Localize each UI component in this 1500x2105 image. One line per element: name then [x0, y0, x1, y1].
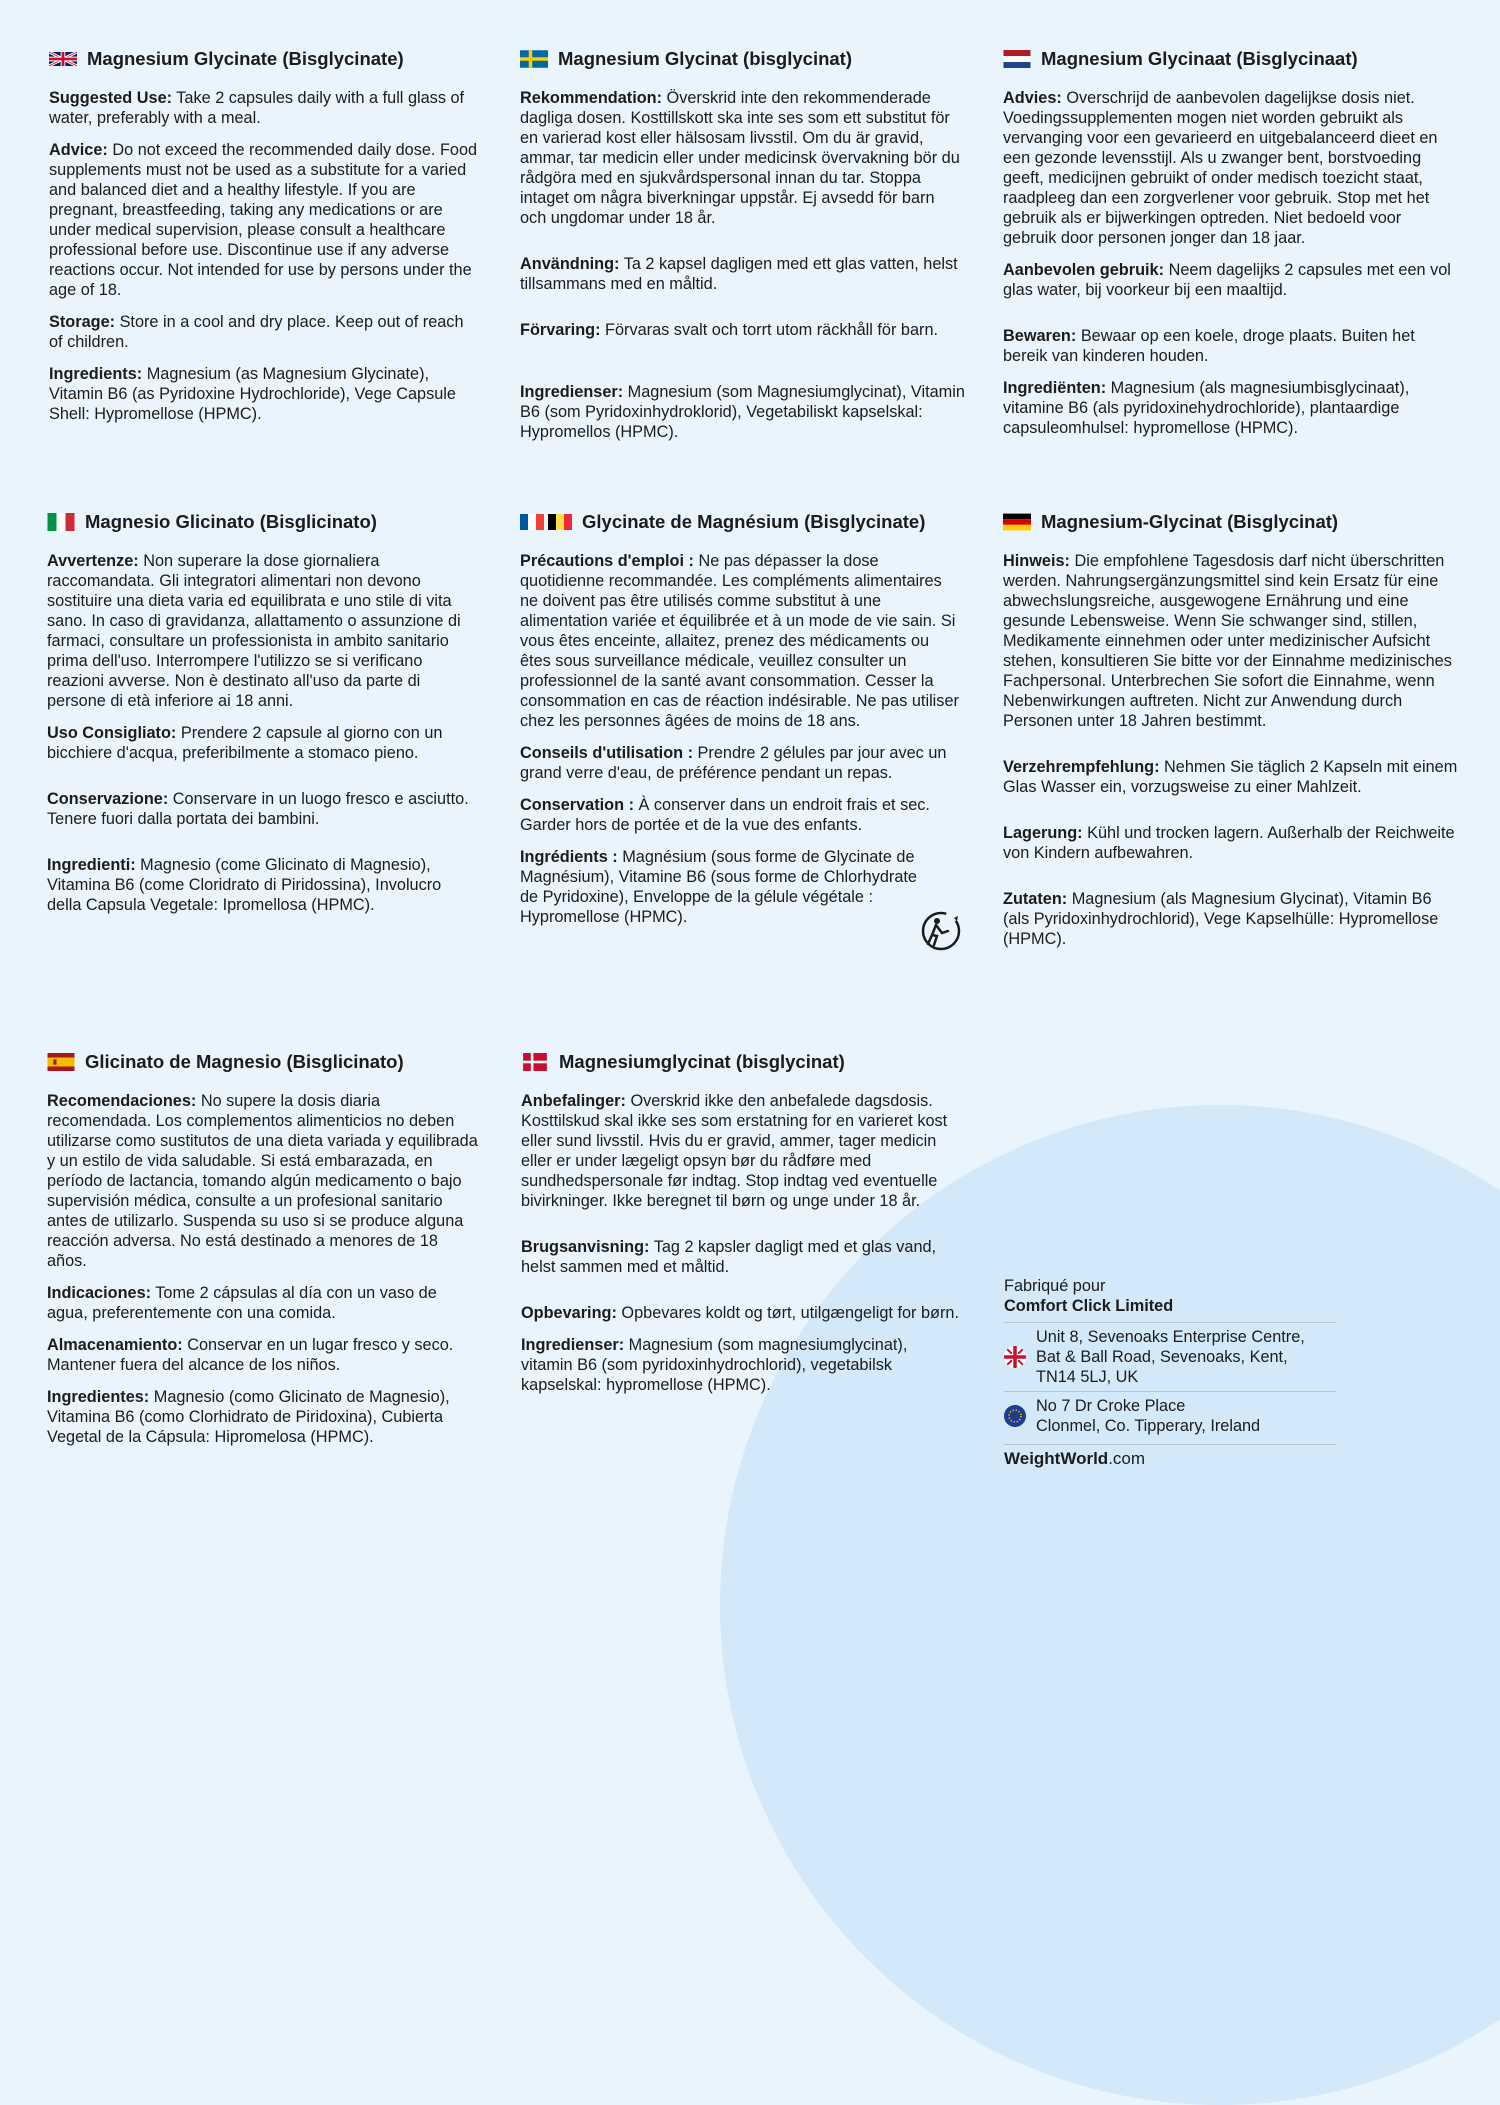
storage: Bewaren: Bewaar op een koele, droge plaats. Buiten het bereik van kinderen houden.: [1003, 327, 1415, 365]
usage: Användning: Ta 2 kapsel dagligen med ett glas vatten, helst tillsammans med en måltid.: [520, 255, 958, 293]
storage: Förvaring: Förvaras svalt och torrt utom räckhåll för barn.: [520, 321, 939, 339]
belgium-flag-icon: [548, 513, 572, 531]
usage-advice: Conseils d'utilisation : Prendre 2 gélules par jour avec un grand verre d'eau, de préférence pendant un repas.: [520, 744, 947, 782]
section-english: [49, 48, 479, 436]
ingredients: Ingredients: Magnesium (as Magnesium Glycinate), Vitamin B6 (as Pyridoxine Hydrochloride), Vege Capsule Shell: Hypromellose (HPMC).: [49, 365, 456, 423]
recycling-triman-icon: [920, 910, 962, 952]
notice: Hinweis: Die empfohlene Tagesdosis darf nicht überschritten werden. Nahrungsergänzungsmittel sind kein Ersatz für eine abwechslungsreiche, ausgewogene Ernährung und eine gesunde Lebensweise. Wenn Sie schwanger sind, stillen, Medikamente einnehmen oder unter medizinischer Aufsicht stehen, konsultieren Sie bitte vor der Einnahme medizinisches Fachpersonal. Unterbrechen Sie sofort die Einnahme, wenn Nebenwirkungen auftreten. Nicht zur Anwendung durch Personen unter 18 Jahren bestimmt.: [1003, 552, 1452, 730]
section-title: Magnesio Glicinato (Bisglicinato): [85, 511, 377, 532]
recommendation: Rekommendation: Överskrid inte den rekommenderade dagliga dosen. Kosttillskott ska inte ses som ett substitut för en varierad kost eller hälsosam livsstil. Om du är gravid, ammar, tar medicin eller under medicinsk övervakning bör du rådgöra med en sjukvårdspersonal innan du tar. Stoppa intaget om några biverkningar uppstår. Ej avsedd för barn och ungdomar under 18 år.: [520, 89, 960, 227]
section-german: [1003, 511, 1458, 961]
storage: Conservazione: Conservare in un luogo fresco e asciutto. Tenere fuori dalla portata dei bambini.: [47, 790, 469, 828]
section-italian: [47, 511, 479, 927]
ireland-address: No 7 Dr Croke Place Clonmel, Co. Tipperary, Ireland: [1004, 1391, 1336, 1440]
suggested-use: Uso Consigliato: Prendere 2 capsule al giorno con un bicchiere d'acqua, preferibilmente a stomaco pieno.: [47, 724, 443, 762]
uk-round-flag-icon: [1004, 1346, 1026, 1368]
italy-flag-icon: [47, 513, 75, 531]
netherlands-flag-icon: [1003, 50, 1031, 68]
france-flag-icon: [520, 513, 544, 531]
uk-flag-icon: [49, 50, 77, 68]
made-for-label: Fabriqué pour: [1004, 1277, 1106, 1295]
ingredients: Ingredienti: Magnesio (come Glicinato di Magnesio), Vitamina B6 (come Cloridrato di Piridossina), Involucro della Capsula Vegetale: Ipromellosa (HPMC).: [47, 856, 442, 914]
ingredients: Ingrédients : Magnésium (sous forme de Glycinate de Magnésium), Vitamine B6 (sous forme de Chlorhydrate de Pyridoxine), Enveloppe de la gélule végétale : Hypromellose (HPMC).: [520, 848, 917, 926]
brand-website: WeightWorld.com: [1004, 1444, 1336, 1469]
section-title: Magnesium Glycinaat (Bisglycinaat): [1041, 48, 1358, 69]
section-title: Magnesium Glycinate (Bisglycinate): [87, 48, 404, 69]
company-name: Comfort Click Limited: [1004, 1297, 1174, 1315]
instructions: Brugsanvisning: Tag 2 kapsler dagligt med et glas vand, helst sammen med et måltid.: [521, 1238, 937, 1276]
section-danish: [521, 1051, 971, 1407]
section-french: [520, 511, 962, 939]
recommendations: Recomendaciones: No supere la dosis diaria recomendada. Los complementos alimenticios no deben utilizarse como sustitutos de una dieta variada y equilibrada y un estilo de vida saludable. Si está embarazada, en período de lactancia, tomando algún medicamento o bajo supervisión médica, consulte a un profesional sanitario antes de utilizarlo. Suspenda su uso si se produce alguna reacción adversa. No está destinado a menores de 18 años.: [47, 1092, 478, 1270]
storage: Conservation : À conserver dans un endroit frais et sec. Garder hors de portée et de la vue des enfants.: [520, 796, 930, 834]
sweden-flag-icon: [520, 50, 548, 68]
warnings: Avvertenze: Non superare la dose giornaliera raccomandata. Gli integratori alimentari non devono sostituire una dieta varia ed equilibrata e uno stile di vita sano. In caso di gravidanza, allattamento o assunzione di farmaci, consultare un professionista in ambito sanitario prima dell'uso. Interrompere l'utilizzo se si verificano reazioni avverse. Non è destinato all'uso da parte di persone di età inferiore ai 18 anni.: [47, 552, 461, 710]
germany-flag-icon: [1003, 513, 1031, 531]
ingredients: Ingredienser: Magnesium (som Magnesiumglycinat), Vitamin B6 (som Pyridoxinhydroklorid), Vegetabiliskt kapselskal: Hypromellos (HPMC).: [520, 383, 965, 441]
spain-flag-icon: [47, 1053, 75, 1071]
consumption-recommendation: Verzehrempfehlung: Nehmen Sie täglich 2 Kapseln mit einem Glas Wasser ein, vorzugsweise zu einer Mahlzeit.: [1003, 758, 1458, 796]
ingredients: Ingredienser: Magnesium (som magnesiumglycinat), vitamin B6 (som pyridoxinhydrochlorid), vegetabilsk kapselskal: hypromellose (HPMC).: [521, 1336, 908, 1394]
manufacturer-info: [1004, 1276, 1336, 1469]
directions: Indicaciones: Tome 2 cápsulas al día con un vaso de agua, preferentemente con una comida.: [47, 1284, 437, 1322]
eu-flag-icon: [1004, 1405, 1026, 1427]
section-title: Glycinate de Magnésium (Bisglycinate): [582, 511, 926, 532]
storage: Lagerung: Kühl und trocken lagern. Außerhalb der Reichweite von Kindern aufbewahren.: [1003, 824, 1455, 862]
ingredients: Ingredientes: Magnesio (como Glicinato de Magnesio), Vitamina B6 (como Clorhidrato de Piridoxina), Cubierta Vegetal de la Cápsula: Hipromelosa (HPMC).: [47, 1388, 450, 1446]
section-title: Glicinato de Magnesio (Bisglicinato): [85, 1051, 404, 1072]
storage: Almacenamiento: Conservar en un lugar fresco y seco. Mantener fuera del alcance de los niños.: [47, 1336, 454, 1374]
advice: Advies: Overschrijd de aanbevolen dagelijkse dosis niet. Voedingssupplementen mogen niet worden gebruikt als vervanging voor een gevarieerd en uitgebalanceerd dieet en een gezonde levensstijl. Als u zwanger bent, borstvoeding geeft, medicijnen gebruikt of onder medisch toezicht staat, raadpleeg dan een zorgverlener voor gebruik. Stop met het gebruik als er bijwerkingen optreden. Niet bedoeld voor gebruik door personen jonger dan 18 jaar.: [1003, 89, 1438, 247]
advice: Advice: Do not exceed the recommended daily dose. Food supplements must not be used as a substitute for a varied and balanced diet and a healthy lifestyle. If you are pregnant, breastfeeding, taking any medications or are under medical supervision, please consult a healthcare professional before use. Discontinue use if any adverse reactions occur. Not intended for use by persons under the age of 18.: [49, 141, 478, 299]
section-title: Magnesium-Glycinat (Bisglycinat): [1041, 511, 1339, 532]
suggested-use: Suggested Use: Take 2 capsules daily with a full glass of water, preferably with a meal.: [49, 89, 465, 127]
section-title: Magnesium Glycinat (bisglycinat): [558, 48, 853, 69]
section-title: Magnesiumglycinat (bisglycinat): [559, 1051, 845, 1072]
storage: Storage: Store in a cool and dry place. Keep out of reach of children.: [49, 313, 464, 351]
section-swedish: [520, 48, 965, 454]
precautions: Précautions d'emploi : Ne pas dépasser la dose quotidienne recommandée. Les compléments alimentaires ne doivent pas être utilisés comme substitut à une alimentation variée et équilibrée et à un mode de vie sain. Si vous êtes enceinte, allaitez, prenez des médicaments ou êtes sous surveillance médicale, veuillez consulter un professionnel de la santé avant consommation. Cesser la consommation en cas de réaction indésirable. Ne pas utiliser chez les personnes âgées de moins de 18 ans.: [520, 552, 959, 730]
ingredients: Zutaten: Magnesium (als Magnesium Glycinat), Vitamin B6 (als Pyridoxinhydrochlorid), Vege Kapselhülle: Hypromellose (HPMC).: [1003, 890, 1439, 948]
uk-address: Unit 8, Sevenoaks Enterprise Centre, Bat & Ball Road, Sevenoaks, Kent, TN14 5LJ, UK: [1004, 1322, 1336, 1391]
ingredients: Ingrediënten: Magnesium (als magnesiumbisglycinaat), vitamine B6 (als pyridoxinehydrochloride), plantaardige capsuleomhulsel: hypromellose (HPMC).: [1003, 379, 1410, 437]
storage: Opbevaring: Opbevares koldt og tørt, utilgængeligt for børn.: [521, 1304, 959, 1322]
section-spanish: [47, 1051, 479, 1459]
recommended-use: Aanbevolen gebruik: Neem dagelijks 2 capsules met een vol glas water, bij voorkeur bij een maaltijd.: [1003, 261, 1451, 299]
section-dutch: [1003, 48, 1458, 450]
recommendations: Anbefalinger: Overskrid ikke den anbefalede dagsdosis. Kosttilskud skal ikke ses som erstatning for en varieret kost eller sund livsstil. Hvis du er gravid, ammer, tager medicin eller er under lægeligt opsyn bør du rådføre med sundhedspersonale før indtag. Stop indtag ved eventuelle bivirkninger. Ikke beregnet til børn og unge under 18 år.: [521, 1092, 948, 1210]
denmark-flag-icon: [521, 1053, 549, 1071]
